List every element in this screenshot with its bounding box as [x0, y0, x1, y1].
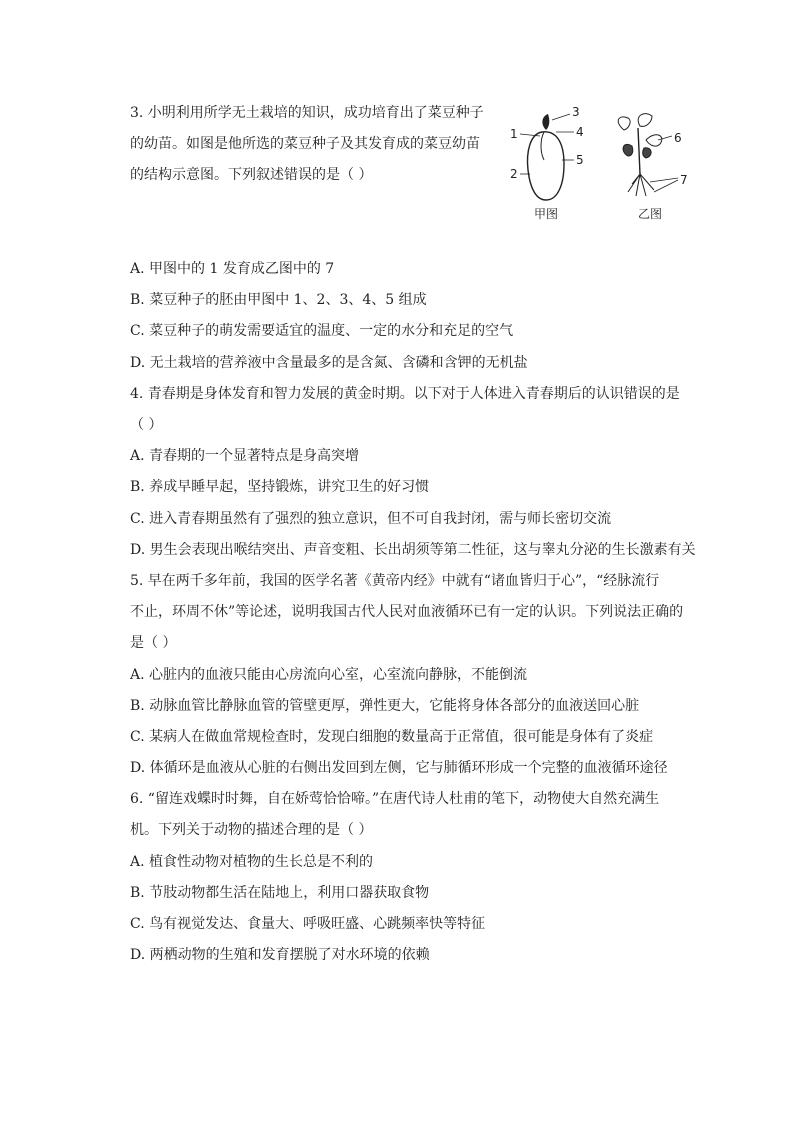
question-4-stem-line-1: 4. 青春期是身体发育和智力发展的黄金时期。以下对于人体进入青春期后的认识错误的是: [130, 386, 680, 402]
question-5-option-c: C. 某病人在做血常规检查时，发现白细胞的数量高于正常值，很可能是身体有了炎症: [130, 729, 654, 745]
figure-caption-b: 乙图: [638, 207, 663, 221]
question-3-option-c: C. 菜豆种子的萌发需要适宜的温度、一定的水分和充足的空气: [130, 323, 514, 339]
question-5-option-a: A. 心脏内的血液只能由心房流向心室，心室流向静脉，不能倒流: [130, 667, 528, 683]
figure-label-4: 4: [576, 125, 584, 139]
question-6-stem-line-2: 机。下列关于动物的描述合理的是（ ）: [130, 822, 373, 838]
figure-label-1: 1: [510, 127, 518, 141]
question-5-stem-line-3: 是（ ）: [130, 635, 177, 651]
question-4-option-c: C. 进入青春期虽然有了强烈的独立意识，但不可自我封闭，需与师长密切交流: [130, 511, 612, 527]
question-4-option-d: D. 男生会表现出喉结突出、声音变粗、长出胡须等第二性征，这与睾丸分泌的生长激素有关: [130, 542, 696, 558]
question-6-option-b: B. 节肢动物都生活在陆地上，利用口器获取食物: [130, 885, 430, 901]
figure-label-6: 6: [674, 131, 682, 145]
seed-seedling-figure: [500, 100, 700, 230]
figure-label-2: 2: [510, 167, 518, 181]
question-3-option-b: B. 菜豆种子的胚由甲图中 1、2、3、4、5 组成: [130, 292, 427, 308]
question-5-stem-line-2: 不止，环周不休”等论述，说明我国古代人民对血液循环已有一定的认识。下列说法正确的: [130, 604, 684, 620]
figure-svg: [500, 100, 700, 230]
question-5-option-b: B. 动脉血管比静脉血管的管壁更厚，弹性更大，它能将身体各部分的血液送回心脏: [130, 698, 640, 714]
question-4-option-b: B. 养成早睡早起，坚持锻炼，讲究卫生的好习惯: [130, 479, 430, 495]
question-3-stem-line-3: 的结构示意图。下列叙述错误的是（ ）: [130, 167, 373, 183]
question-3-option-d: D. 无土栽培的营养液中含量最多的是含氮、含磷和含钾的无机盐: [130, 355, 528, 371]
question-6-stem-line-1: 6. “留连戏蝶时时舞，自在娇莺恰恰啼。”在唐代诗人杜甫的笔下，动物使大自然充满生: [130, 791, 660, 807]
figure-label-7: 7: [680, 173, 688, 187]
question-4-option-a: A. 青春期的一个显著特点是身高突增: [130, 448, 360, 464]
question-5-option-d: D. 体循环是血液从心脏的右侧出发回到左侧，它与肺循环形成一个完整的血液循环途径: [130, 760, 668, 776]
question-3-option-a: A. 甲图中的 1 发育成乙图中的 7: [130, 261, 335, 277]
question-3-stem-line-1: 3. 小明利用所学无土栽培的知识，成功培育出了菜豆种子: [130, 105, 484, 121]
question-6-option-c: C. 鸟有视觉发达、食量大、呼吸旺盛、心跳频率快等特征: [130, 916, 486, 932]
question-5-stem-line-1: 5. 早在两千多年前，我国的医学名著《黄帝内经》中就有“诸血皆归于心”，“经脉流行: [130, 573, 660, 589]
figure-label-3: 3: [572, 105, 580, 119]
question-3-stem-line-2: 的幼苗。如图是他所选的菜豆种子及其发育成的菜豆幼苗: [130, 136, 480, 152]
figure-caption-a: 甲图: [534, 207, 559, 221]
question-6-option-a: A. 植食性动物对植物的生长总是不利的: [130, 854, 374, 870]
figure-label-5: 5: [576, 153, 584, 167]
question-6-option-d: D. 两栖动物的生殖和发育摆脱了对水环境的依赖: [130, 947, 430, 963]
seedling-diagram: [618, 114, 687, 221]
question-4-stem-line-2: （ ）: [130, 417, 163, 433]
seed-diagram: [510, 105, 584, 221]
